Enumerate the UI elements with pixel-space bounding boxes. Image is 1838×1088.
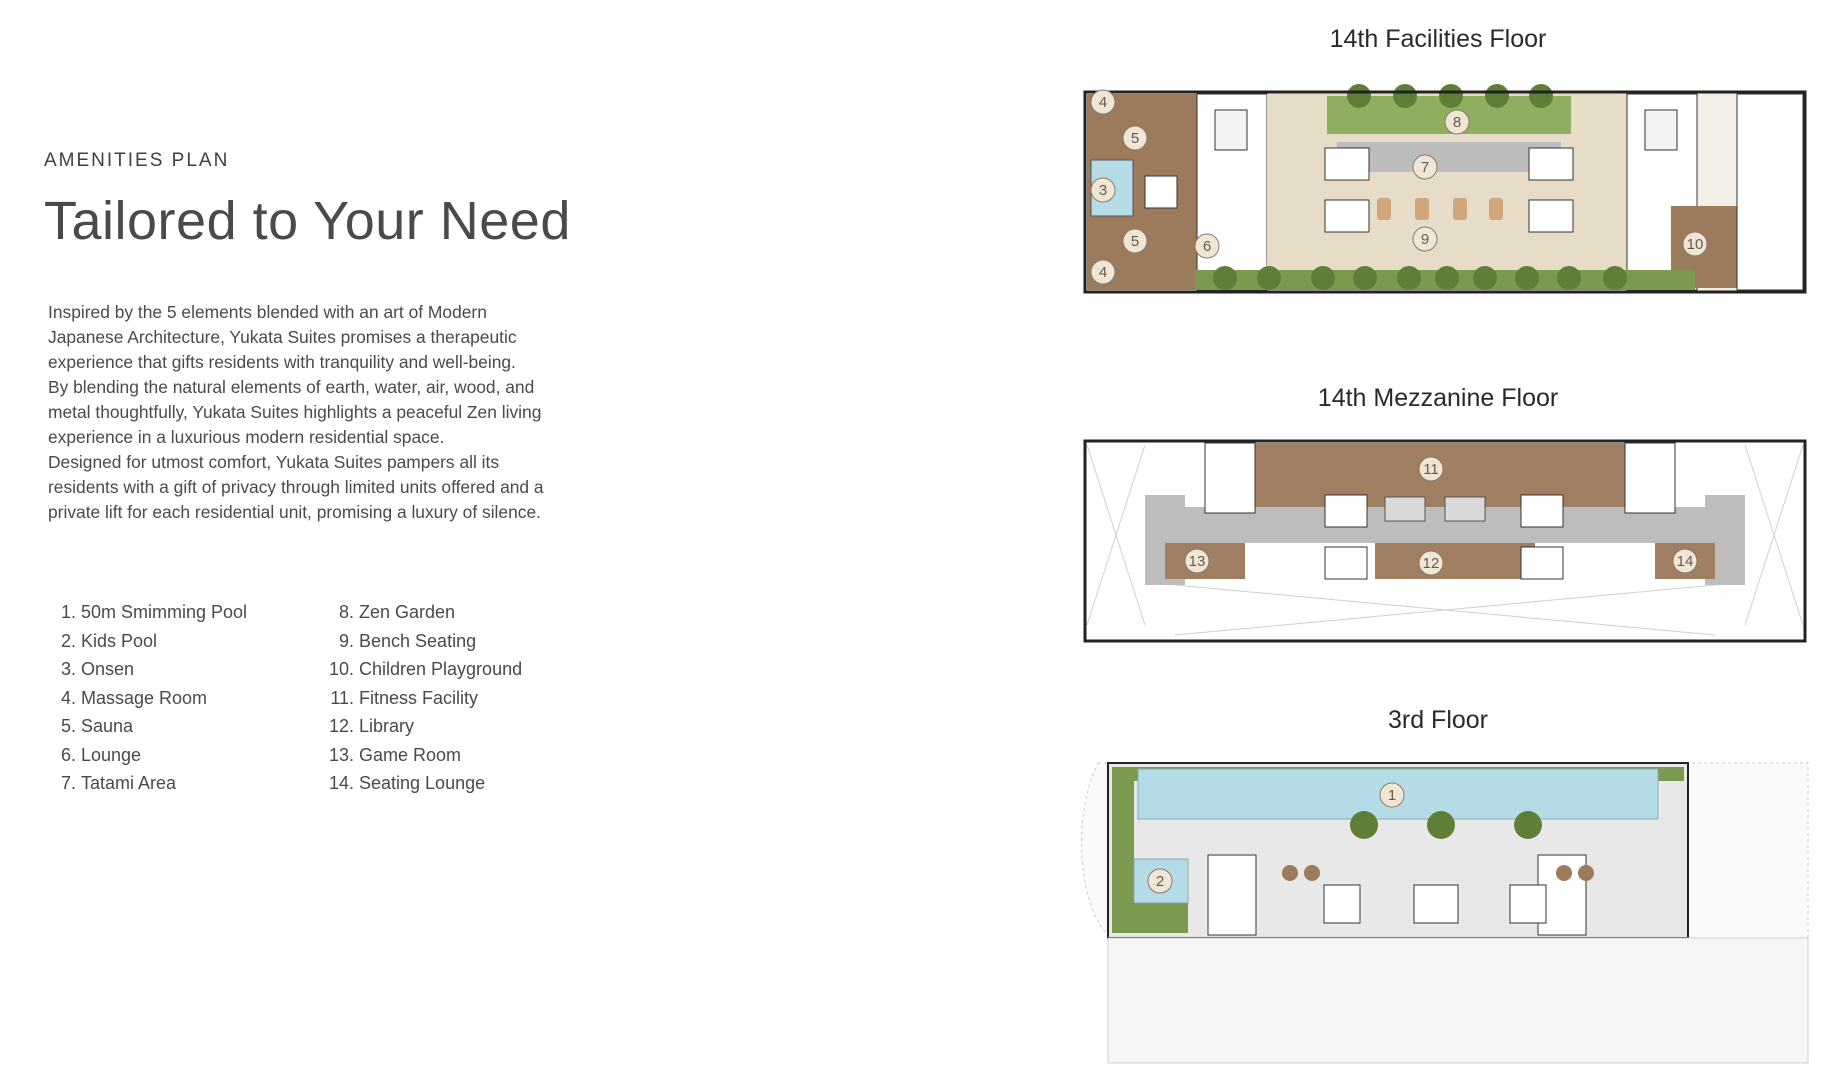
plan-marker <box>1091 90 1115 114</box>
svg-text:14: 14 <box>1676 553 1694 570</box>
plan-marker <box>1445 110 1469 134</box>
description-line: By blending the natural elements of earth, water, air, wood, and <box>48 377 535 397</box>
legend-item: 11. Fitness Facility <box>330 687 479 708</box>
plan-marker <box>1185 549 1209 573</box>
page-title: Tailored to Your Need <box>44 191 571 251</box>
facilities-floor-plan <box>1075 80 1815 310</box>
legend-item: 1. 50m Smimming Pool <box>60 602 248 622</box>
legend-item: 4. Massage Room <box>60 687 208 708</box>
third-floor-plan <box>1068 755 1818 1070</box>
plan-marker <box>1673 549 1697 573</box>
legend-item: 12. Library <box>328 716 415 736</box>
svg-text:5: 5 <box>1130 130 1140 147</box>
plan-marker <box>1148 869 1172 893</box>
description-line: experience in a luxurious modern residential space. <box>48 427 445 447</box>
plan-marker <box>1413 155 1437 179</box>
plan-marker <box>1091 178 1115 202</box>
plan-marker <box>1123 229 1147 253</box>
plan-marker <box>1195 234 1219 258</box>
svg-text:1: 1 <box>1387 787 1397 804</box>
svg-text:13: 13 <box>1188 553 1206 570</box>
legend-item: 8. Zen Garden <box>338 602 456 622</box>
plan-marker <box>1413 227 1437 251</box>
legend-column <box>318 598 578 798</box>
svg-text:9: 9 <box>1420 231 1430 248</box>
description <box>48 300 648 525</box>
legend-item: 10. Children Playground <box>328 659 523 679</box>
plan-marker <box>1380 783 1404 807</box>
svg-text:2: 2 <box>1155 873 1165 890</box>
svg-text:7: 7 <box>1420 159 1430 176</box>
legend-item: 3. Onsen <box>60 659 135 679</box>
svg-text:3: 3 <box>1098 182 1108 199</box>
legend-item: 5. Sauna <box>60 716 134 736</box>
legend-item: 14. Seating Lounge <box>328 773 486 793</box>
plan-marker <box>1091 260 1115 284</box>
svg-text:4: 4 <box>1098 94 1108 111</box>
description-line: metal thoughtfully, Yukata Suites highlights a peaceful Zen living <box>48 402 542 422</box>
svg-text:6: 6 <box>1202 238 1212 255</box>
section-eyebrow: AMENITIES PLAN <box>44 150 230 171</box>
mezzanine-floor-plan <box>1075 435 1815 650</box>
plan-marker <box>1419 457 1443 481</box>
svg-text:5: 5 <box>1130 233 1140 250</box>
svg-text:10: 10 <box>1686 236 1704 253</box>
legend-item: 2. Kids Pool <box>60 630 158 651</box>
legend-item: 13. Game Room <box>328 744 462 765</box>
svg-text:8: 8 <box>1452 114 1462 131</box>
svg-text:11: 11 <box>1423 461 1439 478</box>
legend-item: 9. Bench Seating <box>338 630 477 651</box>
mezzanine-floor-title: 14th Mezzanine Floor <box>1317 384 1559 412</box>
legend-item: 6. Lounge <box>60 744 142 765</box>
description-line: residents with a gift of privacy through limited units offered and a <box>48 477 544 497</box>
description-line: experience that gifts residents with tranquility and well-being. <box>48 352 516 372</box>
description-line: Japanese Architecture, Yukata Suites promises a therapeutic <box>48 327 517 347</box>
legend-column <box>50 598 280 798</box>
description-line: Inspired by the 5 elements blended with an art of Modern <box>48 302 487 322</box>
plan-marker <box>1683 232 1707 256</box>
plan-marker <box>1419 551 1443 575</box>
legend-item: 7. Tatami Area <box>60 773 177 793</box>
description-line: private lift for each residential unit, promising a luxury of silence. <box>48 502 541 522</box>
facilities-floor-title: 14th Facilities Floor <box>1329 25 1547 53</box>
description-line: Designed for utmost comfort, Yukata Suites pampers all its <box>48 452 500 472</box>
plan-marker <box>1123 126 1147 150</box>
third-floor-title: 3rd Floor <box>1387 706 1489 734</box>
svg-text:4: 4 <box>1098 264 1108 281</box>
svg-text:12: 12 <box>1422 555 1440 572</box>
